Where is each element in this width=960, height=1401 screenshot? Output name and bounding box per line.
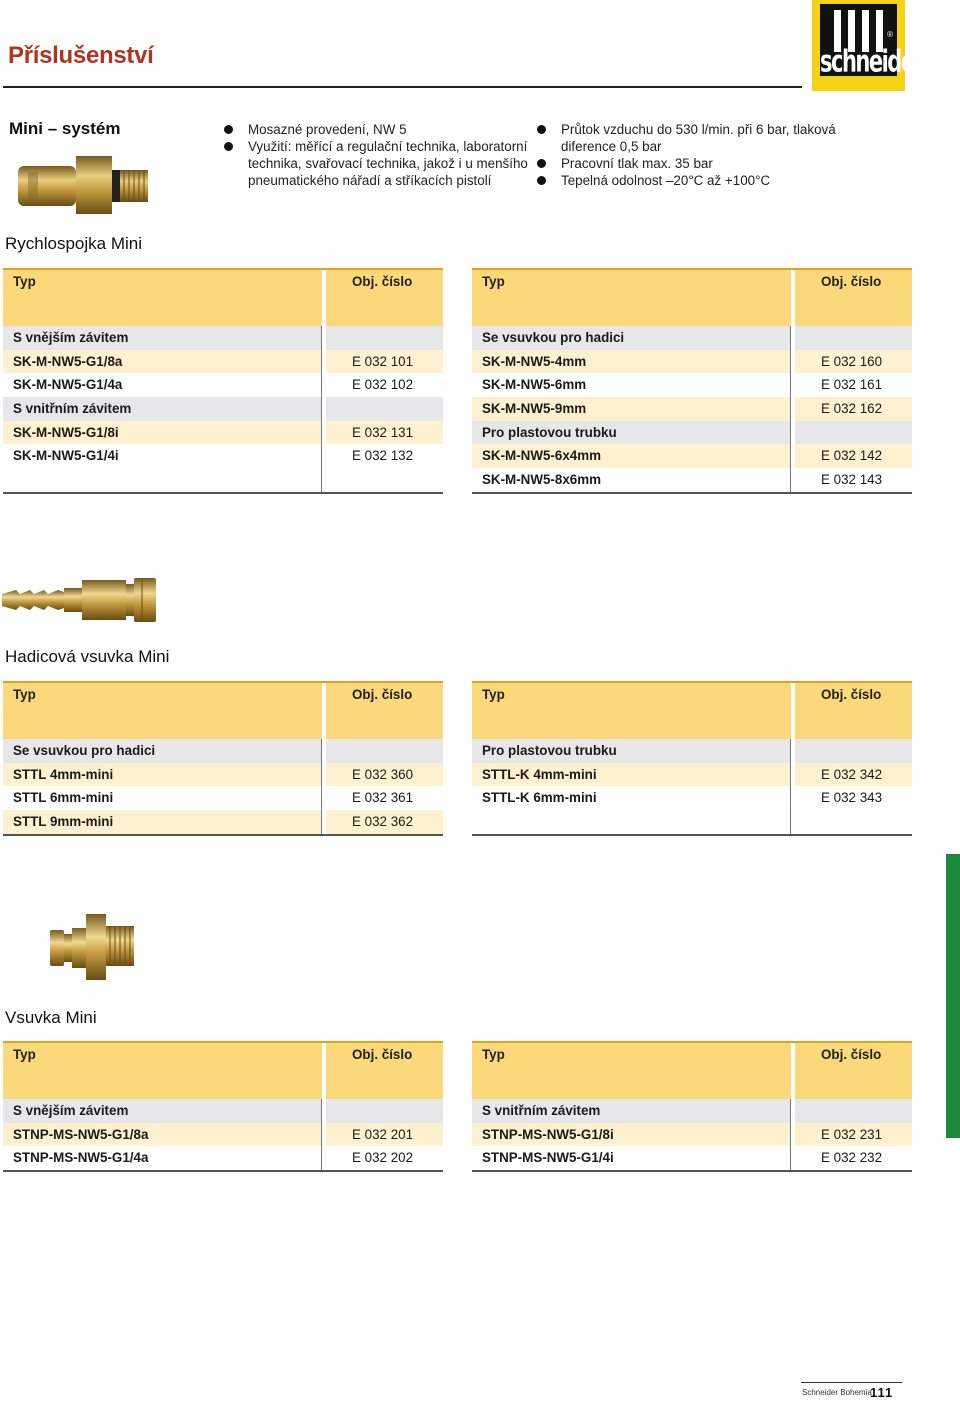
table-bottom-rule xyxy=(472,1170,912,1172)
bullet-item xyxy=(561,121,851,155)
table-group-row xyxy=(3,1099,443,1123)
product-type: STTL 6mm-mini xyxy=(13,790,114,806)
product-type: SK-M-NW5-G1/8a xyxy=(13,353,123,369)
product-type: STTL-K 6mm-mini xyxy=(482,790,597,806)
bullet-text: Tepelná odolnost –20°C až +100°C xyxy=(561,173,771,188)
order-number: E 032 202 xyxy=(352,1150,414,1166)
column-header-typ: Typ xyxy=(13,687,36,702)
order-number: E 032 232 xyxy=(821,1150,883,1166)
product-table xyxy=(3,1041,443,1172)
table-row xyxy=(3,1146,443,1170)
intro-title: Mini – systém xyxy=(9,119,121,138)
table-row xyxy=(472,350,912,374)
bullet-text: Mosazné provedení, NW 5 xyxy=(248,122,407,137)
table-row xyxy=(3,786,443,810)
order-number: E 032 131 xyxy=(352,424,414,440)
column-header-obj: Obj. číslo xyxy=(821,687,882,702)
features-list-left xyxy=(248,121,538,189)
table-group-row xyxy=(3,397,443,421)
group-label: S vnitřním závitem xyxy=(13,401,132,417)
table-group-row xyxy=(472,326,912,350)
order-number: E 032 342 xyxy=(821,766,883,782)
table-row xyxy=(3,373,443,397)
order-number: E 032 231 xyxy=(821,1126,883,1142)
product-type: STTL-K 4mm-mini xyxy=(482,766,597,782)
table-row xyxy=(472,468,912,492)
product-table xyxy=(472,681,912,836)
table-group-row xyxy=(3,326,443,350)
brand-logo xyxy=(812,0,923,91)
group-label: S vnějším závitem xyxy=(13,1103,129,1118)
group-label: Pro plastovou trubku xyxy=(482,743,617,758)
order-number: E 032 160 xyxy=(821,353,883,369)
table-row xyxy=(3,763,443,787)
product-type: STTL 4mm-mini xyxy=(13,766,114,782)
product-type: STNP-MS-NW5-G1/8a xyxy=(13,1126,149,1142)
column-divider xyxy=(790,326,791,492)
product-type: SK-M-NW5-G1/4a xyxy=(13,377,123,393)
column-header-typ: Typ xyxy=(13,274,36,289)
table-bottom-rule xyxy=(3,834,443,836)
product-type: STTL 9mm-mini xyxy=(13,814,114,830)
product-table xyxy=(472,268,912,494)
table-group-row xyxy=(472,421,912,445)
bullet-item xyxy=(561,172,851,189)
column-gap xyxy=(322,683,326,834)
column-header-obj: Obj. číslo xyxy=(821,274,882,289)
table-group-row xyxy=(472,1099,912,1123)
page-title: Příslušenství xyxy=(8,42,154,69)
table-group-row xyxy=(3,739,443,763)
bullet-text: Využití: měřící a regulační technika, laboratorní technika, svařovací technika, jakož i u menšího pneumatického nářadí a stříkacích pistolí xyxy=(248,139,528,188)
table-row xyxy=(472,786,912,810)
order-number: E 032 132 xyxy=(352,448,414,464)
table-row xyxy=(472,373,912,397)
table-header xyxy=(3,268,443,326)
section-title: Rychlospojka Mini xyxy=(5,234,142,253)
order-number: E 032 162 xyxy=(821,401,883,417)
order-number: E 032 102 xyxy=(352,377,414,393)
product-type: STNP-MS-NW5-G1/4a xyxy=(13,1150,149,1166)
table-row xyxy=(472,763,912,787)
product-table xyxy=(3,681,443,836)
order-number: E 032 361 xyxy=(352,790,414,806)
section-side-tab xyxy=(946,854,960,1138)
hose-nipple-image xyxy=(2,576,158,624)
bullet-dot-icon xyxy=(537,159,546,168)
bullet-item xyxy=(248,138,538,189)
logo-block xyxy=(820,4,923,79)
footer-company: Schneider Bohemia xyxy=(802,1388,872,1397)
product-table xyxy=(3,268,443,494)
order-number: E 032 101 xyxy=(352,353,414,369)
table-row-empty xyxy=(472,810,912,834)
column-gap xyxy=(791,1043,795,1170)
column-divider xyxy=(321,326,322,492)
order-number: E 032 362 xyxy=(352,814,414,830)
bullet-dot-icon xyxy=(224,125,233,134)
order-number: E 032 201 xyxy=(352,1126,414,1142)
table-row xyxy=(3,810,443,834)
column-gap xyxy=(791,270,795,492)
product-type: SK-M-NW5-6mm xyxy=(482,377,587,393)
table-row-empty xyxy=(3,468,443,492)
product-type: STNP-MS-NW5-G1/4i xyxy=(482,1150,614,1166)
order-number: E 032 161 xyxy=(821,377,883,393)
product-type: SK-M-NW5-9mm xyxy=(482,401,587,417)
table-group-row xyxy=(472,739,912,763)
group-label: S vnějším závitem xyxy=(13,330,129,345)
table-row xyxy=(3,1123,443,1147)
bullet-item xyxy=(248,121,538,138)
bullet-dot-icon xyxy=(224,142,233,151)
column-gap xyxy=(791,683,795,834)
table-header xyxy=(472,681,912,739)
product-type: SK-M-NW5-G1/8i xyxy=(13,424,119,440)
page-number: 111 xyxy=(870,1385,894,1400)
column-header-typ: Typ xyxy=(482,274,505,289)
table-row xyxy=(472,1123,912,1147)
quick-coupling-image xyxy=(16,152,152,218)
column-header-obj: Obj. číslo xyxy=(352,274,413,289)
order-number: E 032 343 xyxy=(821,790,883,806)
registered-mark: ® xyxy=(887,30,893,39)
table-bottom-rule xyxy=(3,492,443,494)
section-title: Hadicová vsuvka Mini xyxy=(5,647,170,666)
table-bottom-rule xyxy=(472,492,912,494)
bullet-item xyxy=(561,155,851,172)
title-rule xyxy=(3,86,802,88)
product-type: SK-M-NW5-8x6mm xyxy=(482,472,602,488)
group-label: Pro plastovou trubku xyxy=(482,424,617,440)
column-divider xyxy=(790,739,791,834)
column-divider xyxy=(321,1099,322,1170)
column-header-typ: Typ xyxy=(13,1047,36,1062)
table-header xyxy=(472,1041,912,1099)
table-row xyxy=(472,1146,912,1170)
table-bottom-rule xyxy=(3,1170,443,1172)
table-bottom-rule xyxy=(472,834,912,836)
order-number: E 032 360 xyxy=(352,766,414,782)
column-divider xyxy=(321,739,322,834)
table-header xyxy=(472,268,912,326)
bullet-text: Pracovní tlak max. 35 bar xyxy=(561,156,713,171)
product-type: STNP-MS-NW5-G1/8i xyxy=(482,1126,614,1142)
column-divider xyxy=(790,1099,791,1170)
column-gap xyxy=(322,270,326,492)
table-row xyxy=(3,350,443,374)
column-gap xyxy=(322,1043,326,1170)
table-row xyxy=(472,397,912,421)
table-row xyxy=(3,444,443,468)
table-row xyxy=(472,444,912,468)
logo-text: schneider xyxy=(820,44,923,79)
bullet-dot-icon xyxy=(537,125,546,134)
group-label: S vnitřním závitem xyxy=(482,1103,601,1118)
plug-nipple-image xyxy=(48,910,136,982)
footer-rule xyxy=(801,1382,902,1383)
group-label: Se vsuvkou pro hadici xyxy=(482,330,625,345)
product-table xyxy=(472,1041,912,1172)
product-type: SK-M-NW5-6x4mm xyxy=(482,448,602,464)
table-header xyxy=(3,1041,443,1099)
column-header-obj: Obj. číslo xyxy=(821,1047,882,1062)
product-type: SK-M-NW5-4mm xyxy=(482,353,587,369)
table-header xyxy=(3,681,443,739)
order-number: E 032 143 xyxy=(821,472,883,488)
column-header-obj: Obj. číslo xyxy=(352,1047,413,1062)
order-number: E 032 142 xyxy=(821,448,883,464)
group-label: Se vsuvkou pro hadici xyxy=(13,743,156,758)
column-header-typ: Typ xyxy=(482,1047,505,1062)
bullet-text: Průtok vzduchu do 530 l/min. při 6 bar, tlaková diference 0,5 bar xyxy=(561,122,836,154)
section-title: Vsuvka Mini xyxy=(5,1008,97,1027)
table-row xyxy=(3,421,443,445)
product-type: SK-M-NW5-G1/4i xyxy=(13,448,119,464)
column-header-typ: Typ xyxy=(482,687,505,702)
column-header-obj: Obj. číslo xyxy=(352,687,413,702)
bullet-dot-icon xyxy=(537,176,546,185)
features-list-right xyxy=(561,121,851,189)
